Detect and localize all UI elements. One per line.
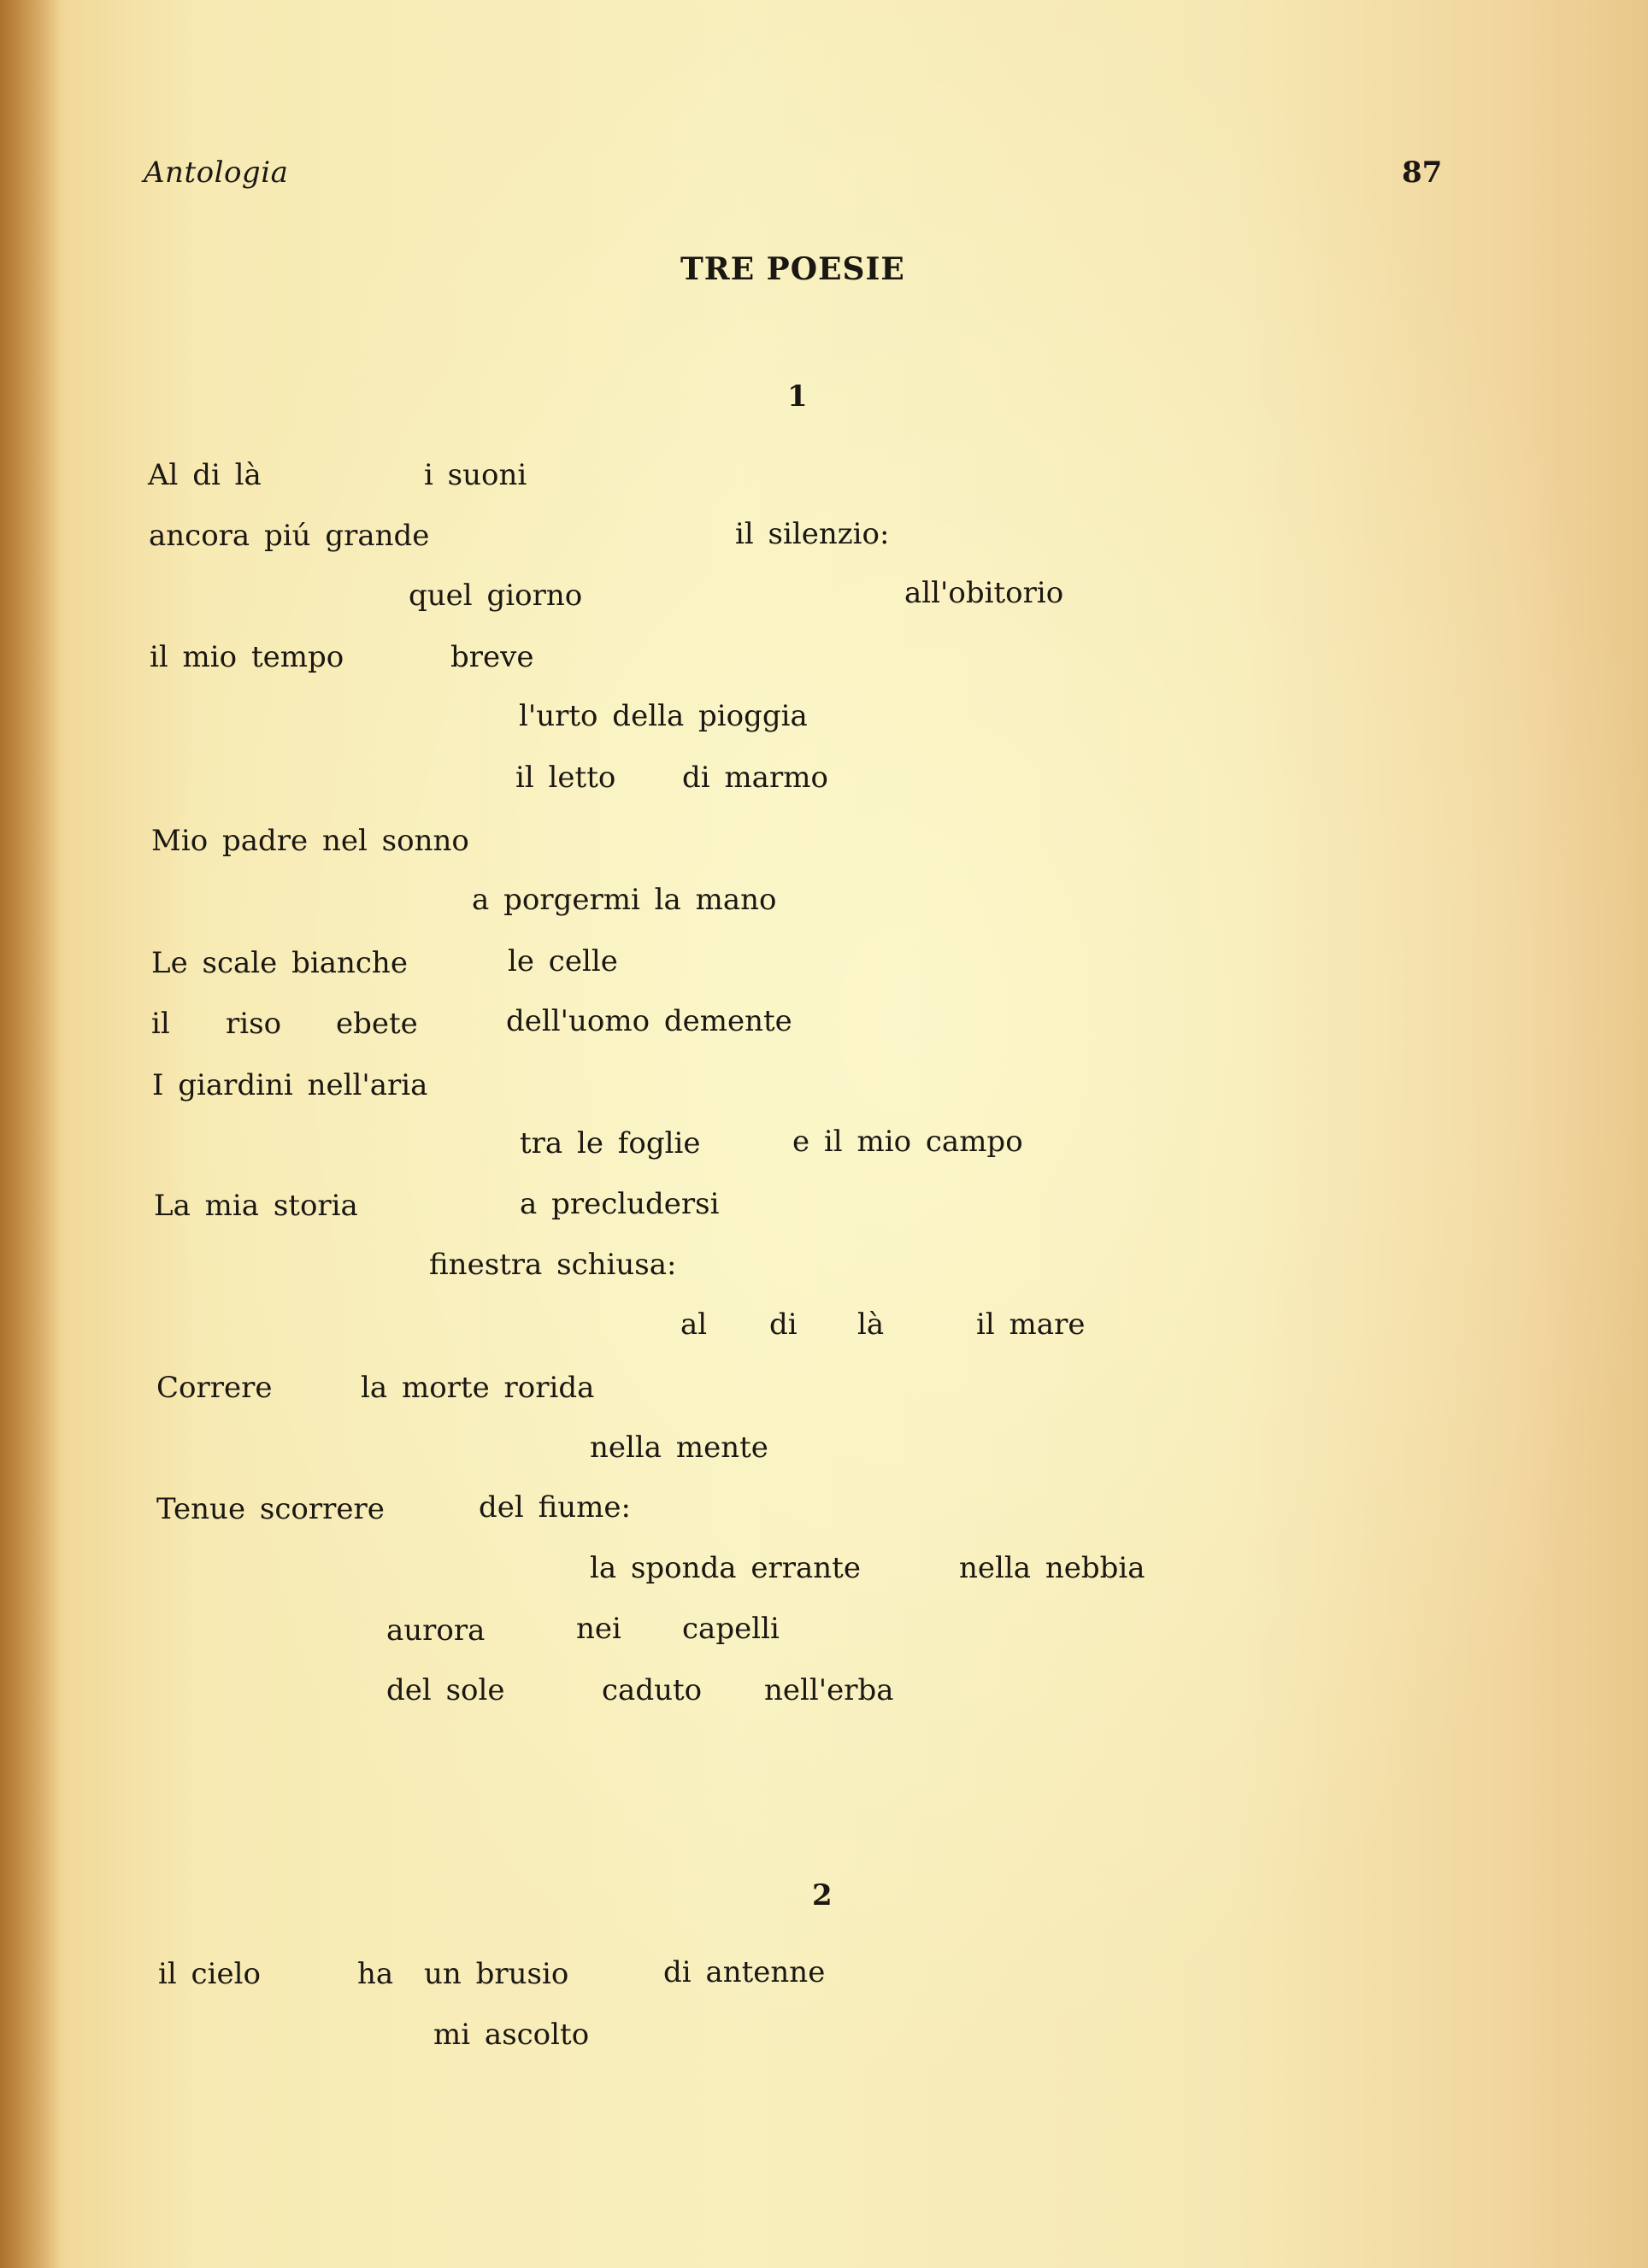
poem-line-fragment: il mare (976, 1307, 1086, 1342)
poem-line-fragment: e il mio campo (792, 1125, 1023, 1159)
poem-line-fragment: aurora (386, 1613, 486, 1648)
poem-line-fragment: ancora piú grande (149, 519, 430, 553)
poem-line-fragment: Correre (156, 1371, 273, 1405)
poem-line-fragment: La mia storia (154, 1189, 358, 1223)
poem-line-fragment: di marmo (682, 761, 828, 795)
poem-line-fragment: Mio padre nel sonno (151, 824, 469, 858)
poem-line-fragment: nella nebbia (959, 1551, 1145, 1585)
page-number: 87 (1402, 156, 1443, 190)
poem-line-fragment: il silenzio: (735, 517, 890, 551)
poem-line-fragment: i suoni (424, 458, 527, 492)
poem-line-fragment: il cielo (158, 1957, 261, 1991)
poem-line-fragment: nei (576, 1612, 621, 1646)
poem-line-fragment: il letto (515, 761, 616, 795)
poem-line-fragment: il (151, 1007, 170, 1041)
poem-line-fragment: un brusio (424, 1957, 569, 1991)
poem-line-fragment: il mio tempo (150, 640, 344, 674)
poem-line-fragment: all'obitorio (904, 576, 1064, 610)
poem-line-fragment: I giardini nell'aria (152, 1068, 428, 1102)
poem-line-fragment: a porgermi la mano (472, 883, 777, 917)
section-number-2: 2 (812, 1878, 833, 1913)
poem-line-fragment: capelli (682, 1612, 780, 1646)
poem-line-fragment: caduto (602, 1673, 703, 1707)
poem-line-fragment: l'urto della pioggia (519, 699, 808, 733)
poem-line-fragment: nell'erba (764, 1673, 894, 1707)
poem-line-fragment: quel giorno (409, 579, 583, 613)
poem-title: TRE POESIE (680, 251, 905, 287)
poem-line-fragment: di (769, 1307, 798, 1342)
poem-line-fragment: al (680, 1307, 708, 1342)
poem-line-fragment: del sole (386, 1673, 505, 1707)
section-number-1: 1 (787, 379, 808, 414)
poem-line-fragment: tra le foglie (520, 1126, 701, 1160)
poem-line-fragment: Le scale bianche (151, 946, 408, 980)
poem-line-fragment: finestra schiusa: (429, 1248, 677, 1282)
poem-line-fragment: Tenue scorrere (156, 1492, 385, 1526)
poem-line-fragment: ebete (336, 1007, 418, 1041)
poem-line-fragment: mi ascolto (433, 2018, 590, 2052)
running-head: Antologia (144, 156, 289, 190)
poem-line-fragment: a precludersi (520, 1187, 720, 1221)
poem-line-fragment: Al di là (148, 458, 262, 492)
poem-line-fragment: del fiume: (479, 1490, 631, 1525)
poem-line-fragment: di antenne (663, 1955, 826, 1989)
poem-line-fragment: la morte rorida (361, 1371, 595, 1405)
poem-line-fragment: là (857, 1307, 885, 1342)
poem-line-fragment: nella mente (590, 1431, 768, 1465)
poem-line-fragment: ha (357, 1957, 394, 1991)
poem-line-fragment: la sponda errante (590, 1551, 861, 1585)
poem-line-fragment: riso (226, 1007, 282, 1041)
poem-line-fragment: dell'uomo demente (506, 1004, 792, 1038)
poem-line-fragment: le celle (508, 944, 618, 978)
poem-line-fragment: breve (450, 640, 534, 674)
